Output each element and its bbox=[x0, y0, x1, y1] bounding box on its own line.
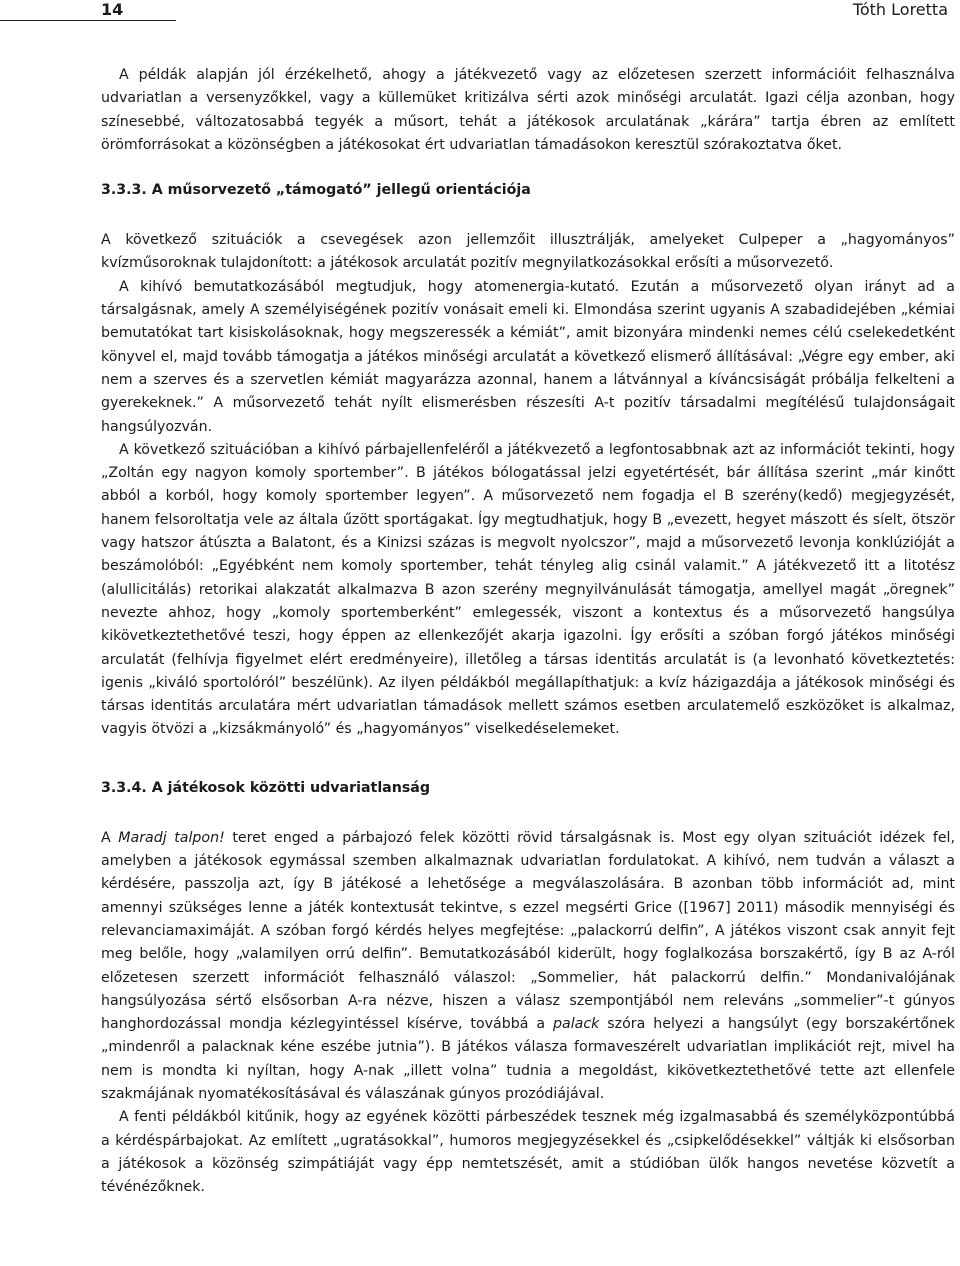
page-number: 14 bbox=[101, 0, 124, 19]
palack-word: palack bbox=[553, 1016, 600, 1033]
show-title: Maradj talpon! bbox=[118, 829, 225, 846]
paragraph-culpeper: A következő szituációk a csevegések azon jellemzőit illusztrálják, amelyeket Culpeper a „hagyományos” kvízműsoroknak tulajdonított: a játékosok arculatát pozitív megnyilatkozásokkal erősíti a műsorvezető. bbox=[101, 232, 955, 272]
paragraph-sportember: A következő szituációban a kihívó párbajellenfeléről a játékvezető a legfontosabbnak azt az információt tekinti, hogy „Zoltán egy nagyon komoly sportember”. B játékos bólogatással jelzi egyetértését, bár állítása szerint „már kinőtt abból a korból, hogy komoly sportember legyen”. A műsorvezető nem fogadja el B szerény(kedő) megjegyzését, hanem felsoroltatja vele az általa űzött sportágakat. Így megtudhatjuk, hogy B „evezett, hegyet mászott és síelt, ötször vagy hatszor átúszta a Balatont, és a Kinizsi százas is megvolt nyolcszor”, majd a műsorvezető levonja konklúzióját a beszámolóból: „Egyébként nem komoly sportember, tehát tényleg alig csinál valamit.” A játékvezető itt a litotész (alullicitálás) retorikai alakzatát alkalmazva B azon szerény megnyilvánulását támogatja, amellyel magát „öregnek” nevezte ahhoz, hogy „komoly sportemberként” emlegessék, viszont a kontextus és a műsorvezető hangsúlya kikövetkeztethetővé teszi, hogy éppen az ellenkezőjét akarja igazolni. Így erősíti a szóban forgó játékos minőségi arculatát (felhívja figyelmet elért eredményeire), illetőleg a társas identitás arculatát is (a levonható következtetés: igenis „kiváló sportolóról” beszélünk). Az ilyen példákból megállapíthatjuk: a kvíz házigazdája a játékosok minőségi és társas identitás arculatára mért udvariatlan támadások mellett számos esetben arculatemelő eszközöket is alkalmaz, vagyis ötvözi a „kizsákmányoló” és „hagyományos” viselkedéselemeket. bbox=[101, 441, 955, 738]
paragraph-conclusion: A fenti példákból kitűnik, hogy az egyének közötti párbeszédek tesznek még izgalmasabbá és személyközpontúbbá a kérdéspárbajokat. Az említett „ugratásokkal”, humoros megjegyzésekkel és „csipkelődésekkel” váltják ki elsősorban a játékosok a közönség szimpátiáját vagy épp nemtetszését, amit a stúdióban ülők hangos nevetése közvetít a tévénézőknek. bbox=[101, 1109, 955, 1196]
body-text bbox=[101, 64, 955, 1199]
paragraph-intro: A példák alapján jól érzékelhető, ahogy a játékvezető vagy az előzetesen szerzett információit felhasználva udvariatlan a versenyzőkkel, vagy a küllemüket kritizálva sérti azok minőségi arculatát. Igazi célja azonban, hogy színesebbé, változatosabbá tegyék a műsort, tehát a játékosok arculatának „kárára” tartja ébren az említett örömforrásokat a közönségben a játékosokat ért udvariatlan támadásokon keresztül szórakoztatva őket. bbox=[101, 67, 955, 153]
p5-after: teret enged a párbajozó felek közötti rövid társalgásnak is. Most egy olyan szituációt idézek fel, amelyben a játékosok egymással szemben alkalmaznak udvariatlan fordulatokat. A kihívó, nem tudván a választ a kérdésére, passzolja azt, így B játékosé a lehetősége a megválaszolására. B azonban több információt ad, mint amennyi szükséges lenne a játék kontextusát tekintve, s ezzel megsérti Grice ([1967] 2011) második mennyiségi és relevanciamaximáját. A szóban forgó kérdés helyes megfejtése: „palackorrú delfin”, A játékos viszont csak annyit fejt meg belőle, hogy „valamilyen orrú delfin”. Bemutatkozásából kiderült, hogy foglalkozása borszakértő, így B az A-ról előzetesen szerzett információt felhasználó válaszol: „Sommelier, hát palackorrú delfin.” Mondanivalójának hangsúlyozása sértő elsősorban A-ra nézve, hiszen a válasz szempontjából nem releváns „sommelier”-t gúnyos hanghordozással mondja kézlegyintéssel kísérve, továbbá a bbox=[101, 829, 956, 1033]
section-heading-3-3-3: 3.3.3. A műsorvezető „támogató” jellegű orientációja bbox=[101, 182, 531, 199]
header-rule bbox=[0, 20, 176, 21]
paragraph-delfin bbox=[101, 827, 955, 1107]
p5-after2: szóra helyezi a hangsúlyt (egy borszakértőnek „mindenről a palacknak kéne eszébe jutnia”). B játékos válasza formaveszérelt udvariatlan implikációt rejt, mivel ha nem is mondta ki nyíltan, hogy A-nak „illett volna” tudnia a megoldást, kikövetkeztethetővé tette azt ellenfele szakmájának nyomatékosításával és válaszának gúnyos prozódiájával. bbox=[101, 1016, 955, 1102]
running-head-author: Tóth Loretta bbox=[852, 0, 948, 19]
p5-before: A bbox=[101, 829, 119, 846]
paragraph-atomenergia: A kihívó bemutatkozásából megtudjuk, hogy atomenergia-kutató. Ezután a műsorvezető olyan irányt ad a társalgásnak, amely A személyiségének pozitív vonásait emeli ki. Elmondása szerint ugyanis A szabadidejében „kémiai bemutatókat tart kisiskolásoknak, hogy megszeressék a kémiát”, amit bizonyára mindenki nemes célú cselekedetként könyvel el, majd tovább támogatja a játékos minőségi arculatát a következő elismerő állításával: „Végre egy ember, aki nem a szerves és a szervetlen kémiát magyarázza azonnal, hanem a látvánnyal a kíváncsiságát próbálja felkelteni a gyerekeknek.” A műsorvezető tehát nyílt elismerésben részesíti A-t pozitív társadalmi megítélésű tulajdonságait hangsúlyozván. bbox=[101, 278, 955, 435]
section-heading-3-3-4: 3.3.4. A játékosok közötti udvariatlanság bbox=[101, 779, 431, 796]
page-header bbox=[0, 0, 960, 24]
